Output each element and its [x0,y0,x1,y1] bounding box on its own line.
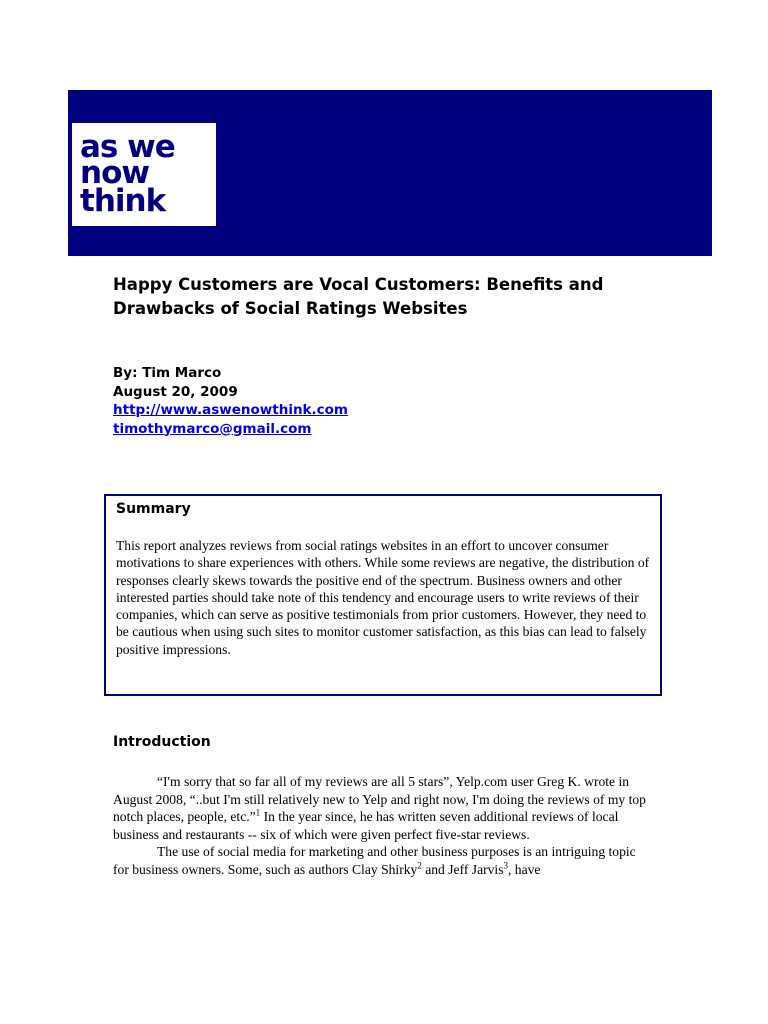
paragraph-text: and Jeff Jarvis [421,861,504,877]
footnote-ref[interactable]: 1 [255,807,261,818]
author-info [113,364,348,438]
paragraph-text: In the year since, he has written seven additional reviews of local business and restaurants -- six of which were given perfect five-star reviews. [113,809,619,842]
logo-line-1: as we [80,129,175,165]
publish-date: August 20, 2009 [113,383,238,400]
logo [72,123,216,226]
paragraph [113,843,653,878]
website-link[interactable]: http://www.aswenowthink.com [113,402,349,418]
logo-line-3: think [80,183,166,219]
header-banner [68,90,712,256]
paragraph-text: The use of social media for marketing and other business purposes is an intriguing topic for business owners. Some, such as authors Clay Shirky [113,844,636,877]
summary-heading: Summary [116,501,191,517]
logo-line-2: now [80,155,150,191]
summary-text: This report analyzes reviews from social ratings websites in an effort to uncover consumer motivations to share experiences with others. While some reviews are negative, the distribution of responses clearly skews towards the positive end of the spectrum. Business owners and other interested parties should take note of this tendency and encourage users to write reviews of their companies, which can serve as positive testimonials from prior customers. However, they need to be cautious when using such sites to monitor customer satisfaction, as this bias can lead to falsely positive impressions. [116,538,650,657]
byline: By: Tim Marco [113,365,222,381]
footnote-ref[interactable]: 2 [417,860,422,871]
introduction-heading: Introduction [113,734,211,750]
introduction-body [113,773,653,879]
summary-box [104,494,662,696]
email-link[interactable]: timothymarco@gmail.com [113,420,312,437]
paragraph-text: “I'm sorry that so far all of my reviews are all 5 stars”, Yelp.com user Greg K. wrote in August 2008, “..but I'm still relatively new to Yelp and right now, I'm doing the reviews of my top notch places, people, etc.” [113,774,646,825]
paragraph [113,773,653,843]
paragraph-text: , have [508,861,541,877]
document-title: Happy Customers are Vocal Customers: Benefits and Drawbacks of Social Ratings Websites [113,275,604,318]
footnote-ref[interactable]: 3 [503,860,508,871]
